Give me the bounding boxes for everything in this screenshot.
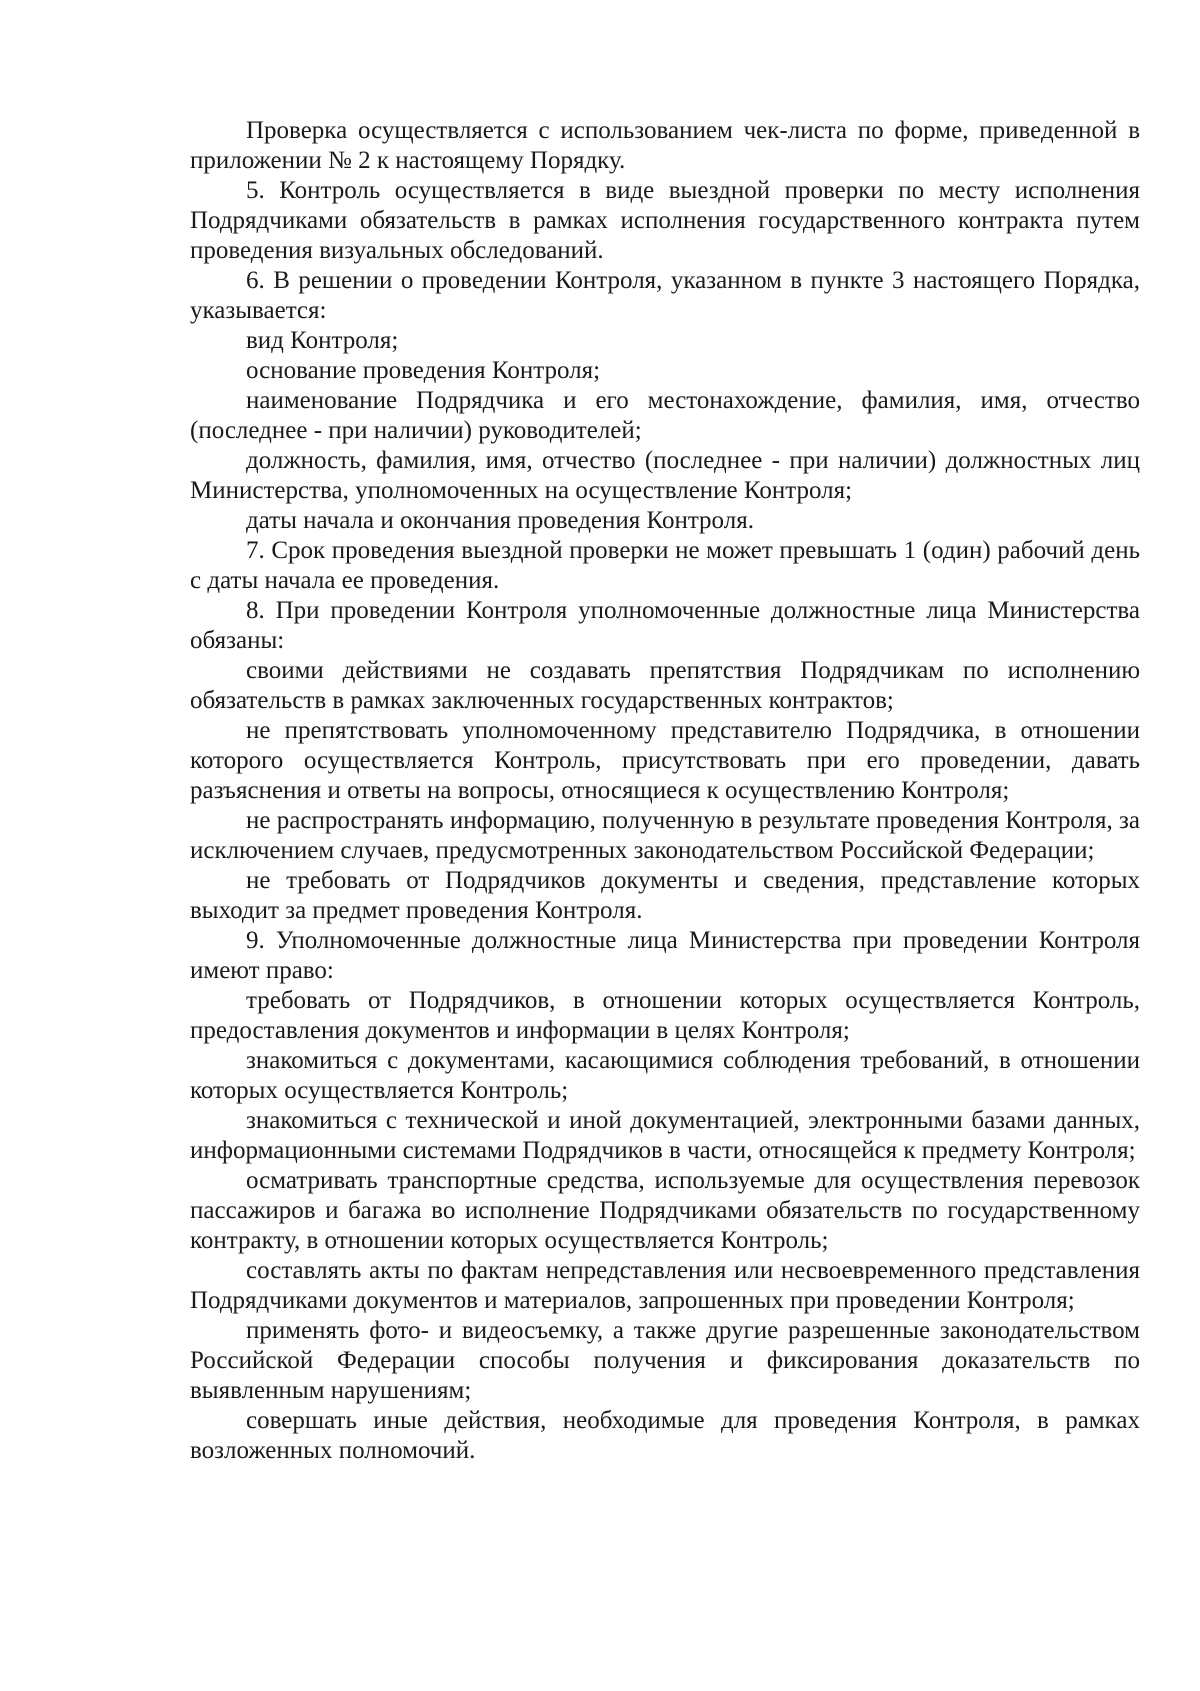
- list-item-inspect-vehicles: осматривать транспортные средства, используемые для осуществления перевозок пассажиров и багажа во исполнение Подрядчиками обязательств по государственному контракту, в отношении которых осуществляется Контроль;: [190, 1167, 1140, 1254]
- list-item-other-actions: совершать иные действия, необходимые для проведения Контроля, в рамках возложенных полномочий.: [190, 1407, 1140, 1464]
- list-item-photo-video: применять фото- и видеосъемку, а также другие разрешенные законодательством Российской Федерации способы получения и фиксирования доказательств по выявленным нарушениям;: [190, 1317, 1140, 1404]
- list-item-draw-up-acts: составлять акты по фактам непредставления или несвоевременного представления Подрядчиками документов и материалов, запрошенных при проведении Контроля;: [190, 1257, 1140, 1314]
- list-item-control-basis: основание проведения Контроля;: [246, 357, 601, 384]
- list-item-no-excess-documents: не требовать от Подрядчиков документы и сведения, представление которых выходит за предмет проведения Контроля.: [190, 867, 1140, 924]
- list-item-review-documents: знакомиться с документами, касающимися соблюдения требований, в отношении которых осуществляется Контроль;: [190, 1047, 1140, 1104]
- paragraph-item-9: 9. Уполномоченные должностные лица Министерства при проведении Контроля имеют право:: [190, 927, 1140, 984]
- list-item-dates: даты начала и окончания проведения Контроля.: [246, 507, 754, 534]
- paragraph-item-7: 7. Срок проведения выездной проверки не может превышать 1 (один) рабочий день с даты начала ее проведения.: [190, 537, 1140, 594]
- list-item-no-obstacles: своими действиями не создавать препятствия Подрядчикам по исполнению обязательств в рамках заключенных государственных контрактов;: [190, 657, 1140, 714]
- list-item-control-type: вид Контроля;: [246, 327, 399, 354]
- document-body: [190, 116, 1140, 1466]
- paragraph-checklist: Проверка осуществляется с использованием чек-листа по форме, приведенной в приложении № 2 к настоящему Порядку.: [190, 117, 1140, 174]
- list-item-review-technical: знакомиться с технической и иной документацией, электронными базами данных, информационными системами Подрядчиков в части, относящейся к предмету Контроля;: [190, 1107, 1140, 1164]
- list-item-contractor-name: наименование Подрядчика и его местонахождение, фамилия, имя, отчество (последнее - при наличии) руководителей;: [190, 387, 1140, 444]
- paragraph-item-5: 5. Контроль осуществляется в виде выездной проверки по месту исполнения Подрядчиками обязательств в рамках исполнения государственного контракта путем проведения визуальных обследований.: [190, 177, 1140, 264]
- list-item-no-disclosure: не распространять информацию, полученную в результате проведения Контроля, за исключением случаев, предусмотренных законодательством Российской Федерации;: [190, 807, 1140, 864]
- list-item-representative: не препятствовать уполномоченному представителю Подрядчика, в отношении которого осуществляется Контроль, присутствовать при его проведении, давать разъяснения и ответы на вопросы, относящиеся к осуществлению Контроля;: [190, 717, 1140, 804]
- list-item-request-documents: требовать от Подрядчиков, в отношении которых осуществляется Контроль, предоставления документов и информации в целях Контроля;: [190, 987, 1140, 1044]
- paragraph-item-8: 8. При проведении Контроля уполномоченные должностные лица Министерства обязаны:: [190, 597, 1140, 654]
- paragraph-item-6: 6. В решении о проведении Контроля, указанном в пункте 3 настоящего Порядка, указывается:: [190, 267, 1140, 324]
- list-item-officials: должность, фамилия, имя, отчество (последнее - при наличии) должностных лиц Министерства, уполномоченных на осуществление Контроля;: [190, 447, 1140, 504]
